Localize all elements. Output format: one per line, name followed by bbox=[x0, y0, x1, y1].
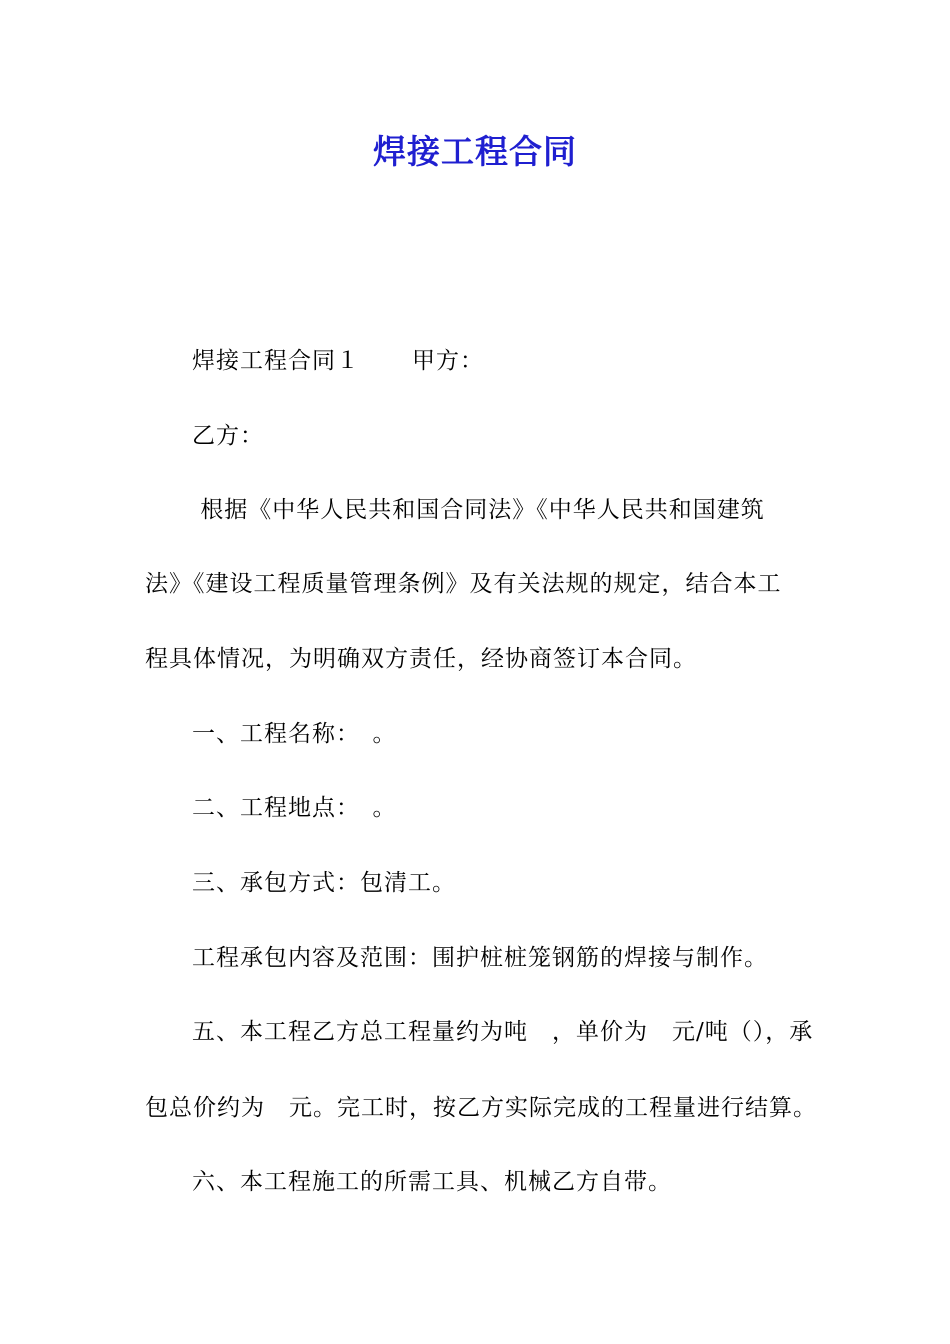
paragraph-line: 程具体情况，为明确双方责任，经协商签订本合同。 bbox=[145, 646, 697, 672]
party-a-label: 甲方： bbox=[412, 348, 484, 374]
contract-heading-line bbox=[192, 345, 484, 377]
paragraph-line: 法》《建设工程质量管理条例》及有关法规的规定，结合本工 bbox=[145, 571, 782, 597]
clause-project-name: 一、工程名称： 。 bbox=[192, 721, 397, 747]
clause-quantity-line: 包总价约为 元。完工时，按乙方实际完成的工程量进行结算。 bbox=[145, 1095, 817, 1121]
clause-quantity-line: 五、本工程乙方总工程量约为吨 ，单价为 元/吨（），承 bbox=[192, 1019, 814, 1045]
clause-scope: 工程承包内容及范围：围护桩桩笼钢筋的焊接与制作。 bbox=[192, 945, 768, 971]
clause-tools: 六、本工程施工的所需工具、机械乙方自带。 bbox=[192, 1169, 672, 1195]
party-b-label: 乙方： bbox=[192, 423, 264, 449]
contract-number-text: 焊接工程合同１ bbox=[192, 348, 360, 374]
clause-contract-method: 三、承包方式：包清工。 bbox=[192, 870, 456, 896]
document-title: 焊接工程合同 bbox=[373, 132, 577, 171]
paragraph-line: 根据《中华人民共和国合同法》《中华人民共和国建筑 bbox=[192, 497, 765, 523]
clause-project-location: 二、工程地点： 。 bbox=[192, 795, 397, 821]
